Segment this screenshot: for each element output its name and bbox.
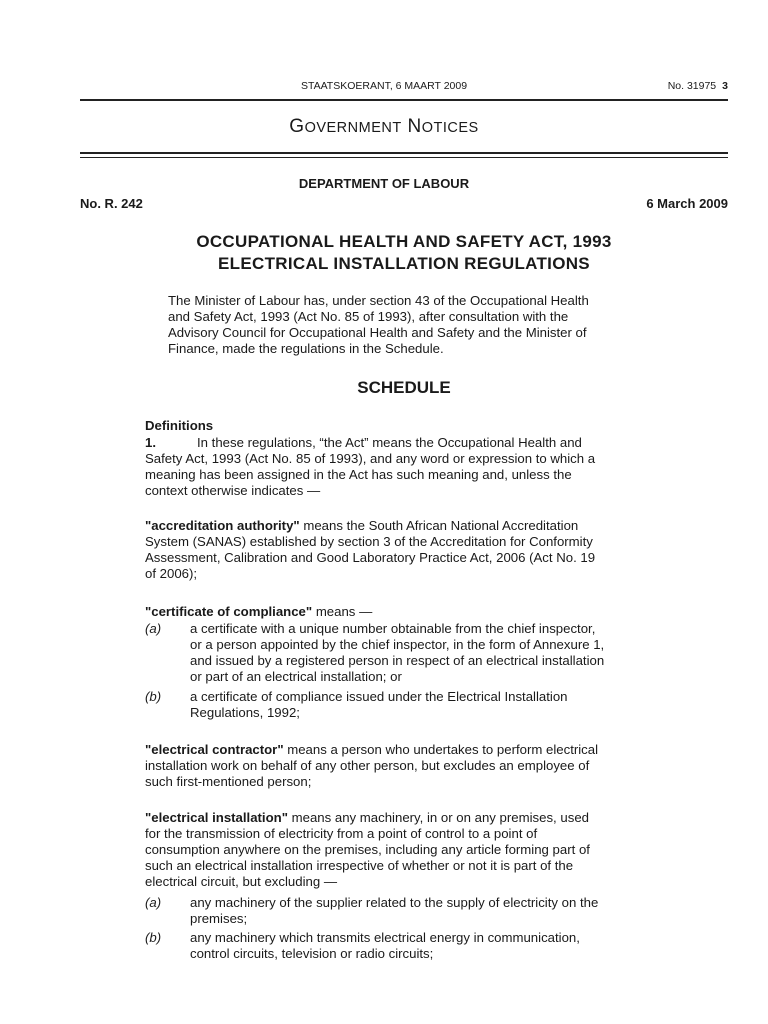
definition-electrical-installation [145, 810, 661, 890]
definitions-heading: Definitions [145, 418, 214, 433]
definition-rest: means — [312, 604, 373, 619]
item-line: or a person appointed by the chief inspector, in the form of Annexure 1, [190, 637, 605, 652]
definition-term: "electrical contractor" [145, 742, 284, 757]
installation-item-a [190, 895, 661, 927]
definition-electrical-contractor [145, 742, 661, 790]
item-line: Regulations, 1992; [190, 705, 300, 720]
definition-line: installation work on behalf of any other person, but excludes an employee of [145, 758, 590, 773]
notice-number: No. R. 242 [80, 196, 143, 211]
section-rule-bottom [80, 157, 728, 158]
list-marker: (a) [145, 621, 162, 636]
act-title-line-1: OCCUPATIONAL HEALTH AND SAFETY ACT, 1993 [196, 232, 612, 251]
definition-line: electrical circuit, but excluding — [145, 874, 338, 889]
clause-1 [145, 435, 661, 499]
definition-accreditation-authority [145, 518, 661, 582]
definition-first-rest: means any machinery, in or on any premises, used [287, 810, 589, 825]
definition-line: of 2006); [145, 566, 198, 581]
intro-line: Advisory Council for Occupational Health and Safety and the Minister of [168, 325, 587, 340]
definition-line: such an electrical installation irrespective of whether or not it is part of the [145, 858, 574, 873]
definition-certificate-of-compliance [145, 604, 661, 620]
item-line: premises; [190, 911, 248, 926]
notice-date: 6 March 2009 [646, 196, 728, 211]
section-title-rest-1: OVERNMENT [304, 120, 402, 136]
definition-first-rest: means a person who undertakes to perform electrical [283, 742, 599, 757]
section-title-cap-1: G [289, 116, 305, 137]
act-title-line-2: ELECTRICAL INSTALLATION REGULATIONS [218, 254, 590, 273]
section-title-rest-2: OTICES [421, 120, 479, 136]
clause-1-first-text: In these regulations, “the Act” means the Occupational Health and [197, 435, 582, 450]
definition-first-line [145, 810, 661, 826]
installation-item-b [190, 930, 661, 962]
section-title [0, 116, 768, 138]
certificate-item-a [190, 621, 661, 685]
item-line: control circuits, television or radio circuits; [190, 946, 434, 961]
item-line: or part of an electrical installation; or [190, 669, 402, 684]
intro-paragraph [168, 293, 661, 357]
definition-line: Assessment, Calibration and Good Laboratory Practice Act, 2006 (Act No. 19 [145, 550, 596, 565]
schedule-heading: SCHEDULE [357, 378, 451, 397]
issue-number: No. 31975 [667, 80, 717, 92]
header-rule [80, 99, 728, 101]
list-marker: (b) [145, 689, 162, 704]
intro-line: Finance, made the regulations in the Schedule. [168, 341, 444, 356]
item-line: a certificate with a unique number obtainable from the chief inspector, [190, 621, 596, 636]
intro-line: and Safety Act, 1993 (Act No. 85 of 1993), after consultation with the [168, 309, 569, 324]
clause-1-line: Safety Act, 1993 (Act No. 85 of 1993), and any word or expression to which a [145, 451, 596, 466]
department-heading: DEPARTMENT OF LABOUR [298, 176, 470, 191]
intro-line: The Minister of Labour has, under section 43 of the Occupational Health [168, 293, 589, 308]
item-line: any machinery of the supplier related to the supply of electricity on the [190, 895, 599, 910]
definition-first-line [145, 518, 661, 534]
definition-line: consumption anywhere on the premises, including any article forming part of [145, 842, 590, 857]
clause-1-line: context otherwise indicates — [145, 483, 321, 498]
section-title-cap-2: N [407, 116, 422, 137]
list-marker: (a) [145, 895, 162, 910]
definition-first-line [145, 742, 661, 758]
clause-number: 1. [145, 435, 156, 450]
list-marker: (b) [145, 930, 162, 945]
definition-line: such first-mentioned person; [145, 774, 312, 789]
issue-page-number [668, 80, 728, 92]
item-line: any machinery which transmits electrical energy in communication, [190, 930, 580, 945]
page-number: 3 [722, 80, 728, 92]
clause-1-first-line [145, 435, 661, 451]
item-line: and issued by a registered person in respect of an electrical installation [190, 653, 605, 668]
definition-term: "accreditation authority" [145, 518, 300, 533]
definition-first-rest: means the South African National Accreditation [299, 518, 579, 533]
running-header: STAATSKOERANT, 6 MAART 2009 [300, 80, 468, 92]
section-rule-top [80, 152, 728, 154]
clause-1-line: meaning has been assigned in the Act has such meaning and, unless the [145, 467, 572, 482]
definition-line: System (SANAS) established by section 3 of the Accreditation for Conformity [145, 534, 593, 549]
definition-term: "electrical installation" [145, 810, 288, 825]
definition-line: for the transmission of electricity from a point of control to a point of [145, 826, 538, 841]
item-line: a certificate of compliance issued under the Electrical Installation [190, 689, 568, 704]
certificate-item-b [190, 689, 661, 721]
definition-term: "certificate of compliance" [145, 604, 313, 619]
